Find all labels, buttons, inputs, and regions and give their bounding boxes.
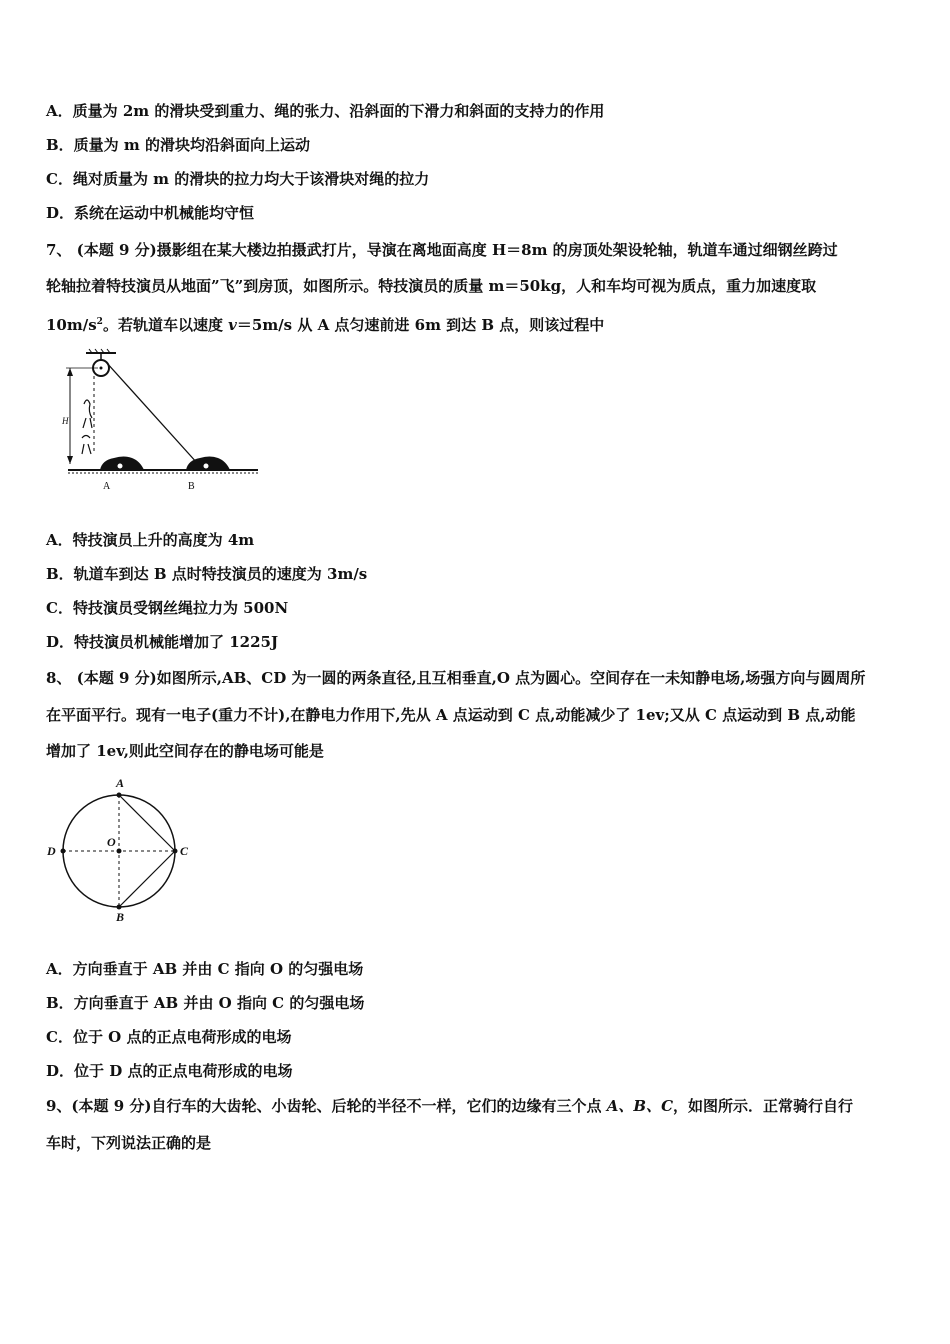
q7-stem-mid: 。若轨道车以速度 — [102, 316, 229, 334]
point-a — [117, 793, 122, 798]
q9-stem-post: ，如图所示．正常骑行自行 — [673, 1097, 854, 1115]
stunt-person — [82, 400, 92, 454]
q8-stem-line2: 在平面平行。现有一电子(重力不计),在静电力作用下,先从 A 点运动到 C 点,动能减少了 1ev;又从 C 点运动到 B 点,动能 — [46, 706, 856, 724]
q7-stem-line2: 轮轴拉着特技演员从地面”飞”到房顶，如图所示。特技演员的质量 m＝50kg，人和车均可视为质点，重力加速度取 — [46, 277, 817, 295]
q7-option-d: D．特技演员机械能增加了 1225J — [46, 633, 279, 651]
q7-option-b: B．轨道车到达 B 点时特技演员的速度为 3m/s — [46, 565, 368, 583]
q7-accel-exponent: 2 — [96, 317, 103, 327]
point-b — [117, 905, 122, 910]
q8-stem-line1: 8、 (本题 9 分)如图所示,AB、CD 为一圆的两条直径,且互相垂直,O 点为圆心。空间存在一未知静电场,场强方向与圆周所 — [46, 669, 866, 687]
q9-points: A、B、C — [606, 1097, 674, 1115]
q7-option-a: A．特技演员上升的高度为 4m — [46, 531, 255, 549]
q6-option-a: A．质量为 2m 的滑块受到重力、绳的张力、沿斜面的下滑力和斜面的支持力的作用 — [46, 102, 605, 120]
q9-stem-pre: 9、(本题 9 分)自行车的大齿轮、小齿轮、后轮的半径不一样，它们的边缘有三个点 — [46, 1097, 607, 1115]
label-a: A — [116, 776, 125, 790]
label-d: D — [47, 844, 56, 858]
q8-option-d: D．位于 D 点的正点电荷形成的电场 — [46, 1062, 293, 1080]
point-c — [173, 849, 178, 854]
label-o: O — [107, 835, 116, 849]
q8-circle-figure — [44, 774, 194, 924]
q6-option-b: B．质量为 m 的滑块均沿斜面向上运动 — [46, 136, 310, 154]
q6-option-c: C．绳对质量为 m 的滑块的拉力均大于该滑块对绳的拉力 — [46, 170, 430, 188]
q7-option-c: C．特技演员受钢丝绳拉力为 500N — [46, 599, 289, 617]
q6-option-d: D．系统在运动中机械能均守恒 — [46, 204, 255, 222]
label-b: B — [116, 910, 125, 924]
q7-stem-post: ＝5m/s 从 A 点匀速前进 6m 到达 B 点，则该过程中 — [236, 316, 605, 334]
q9-stem-line1 — [46, 1096, 853, 1116]
q7-stem-line3 — [46, 312, 604, 335]
q7-stem-line1: 7、 (本题 9 分)摄影组在某大楼边拍摄武打片，导演在离地面高度 H＝8m 的房顶处架设轮轴，轨道车通过细钢丝跨过 — [46, 241, 838, 259]
q8-stem-line3: 增加了 1ev,则此空间存在的静电场可能是 — [46, 742, 324, 760]
car-a — [100, 457, 144, 471]
point-d — [61, 849, 66, 854]
q8-option-b: B．方向垂直于 AB 并由 O 指向 C 的匀强电场 — [46, 994, 365, 1012]
q7-pulley-figure — [58, 348, 268, 496]
label-c: C — [180, 844, 189, 858]
height-label: H — [62, 416, 69, 426]
chord-ac — [119, 795, 175, 851]
point-b-label: B — [188, 481, 195, 492]
point-a-label: A — [103, 481, 111, 492]
chord-cb — [119, 851, 175, 907]
point-o — [117, 849, 122, 854]
q7-velocity-var: v — [228, 316, 237, 334]
rope — [106, 362, 198, 464]
q8-option-a: A．方向垂直于 AB 并由 C 指向 O 的匀强电场 — [46, 960, 364, 978]
q8-option-c: C．位于 O 点的正点电荷形成的电场 — [46, 1028, 292, 1046]
q7-accel-value: 10m/s — [46, 316, 97, 334]
q9-stem-line2: 车时，下列说法正确的是 — [46, 1134, 212, 1152]
